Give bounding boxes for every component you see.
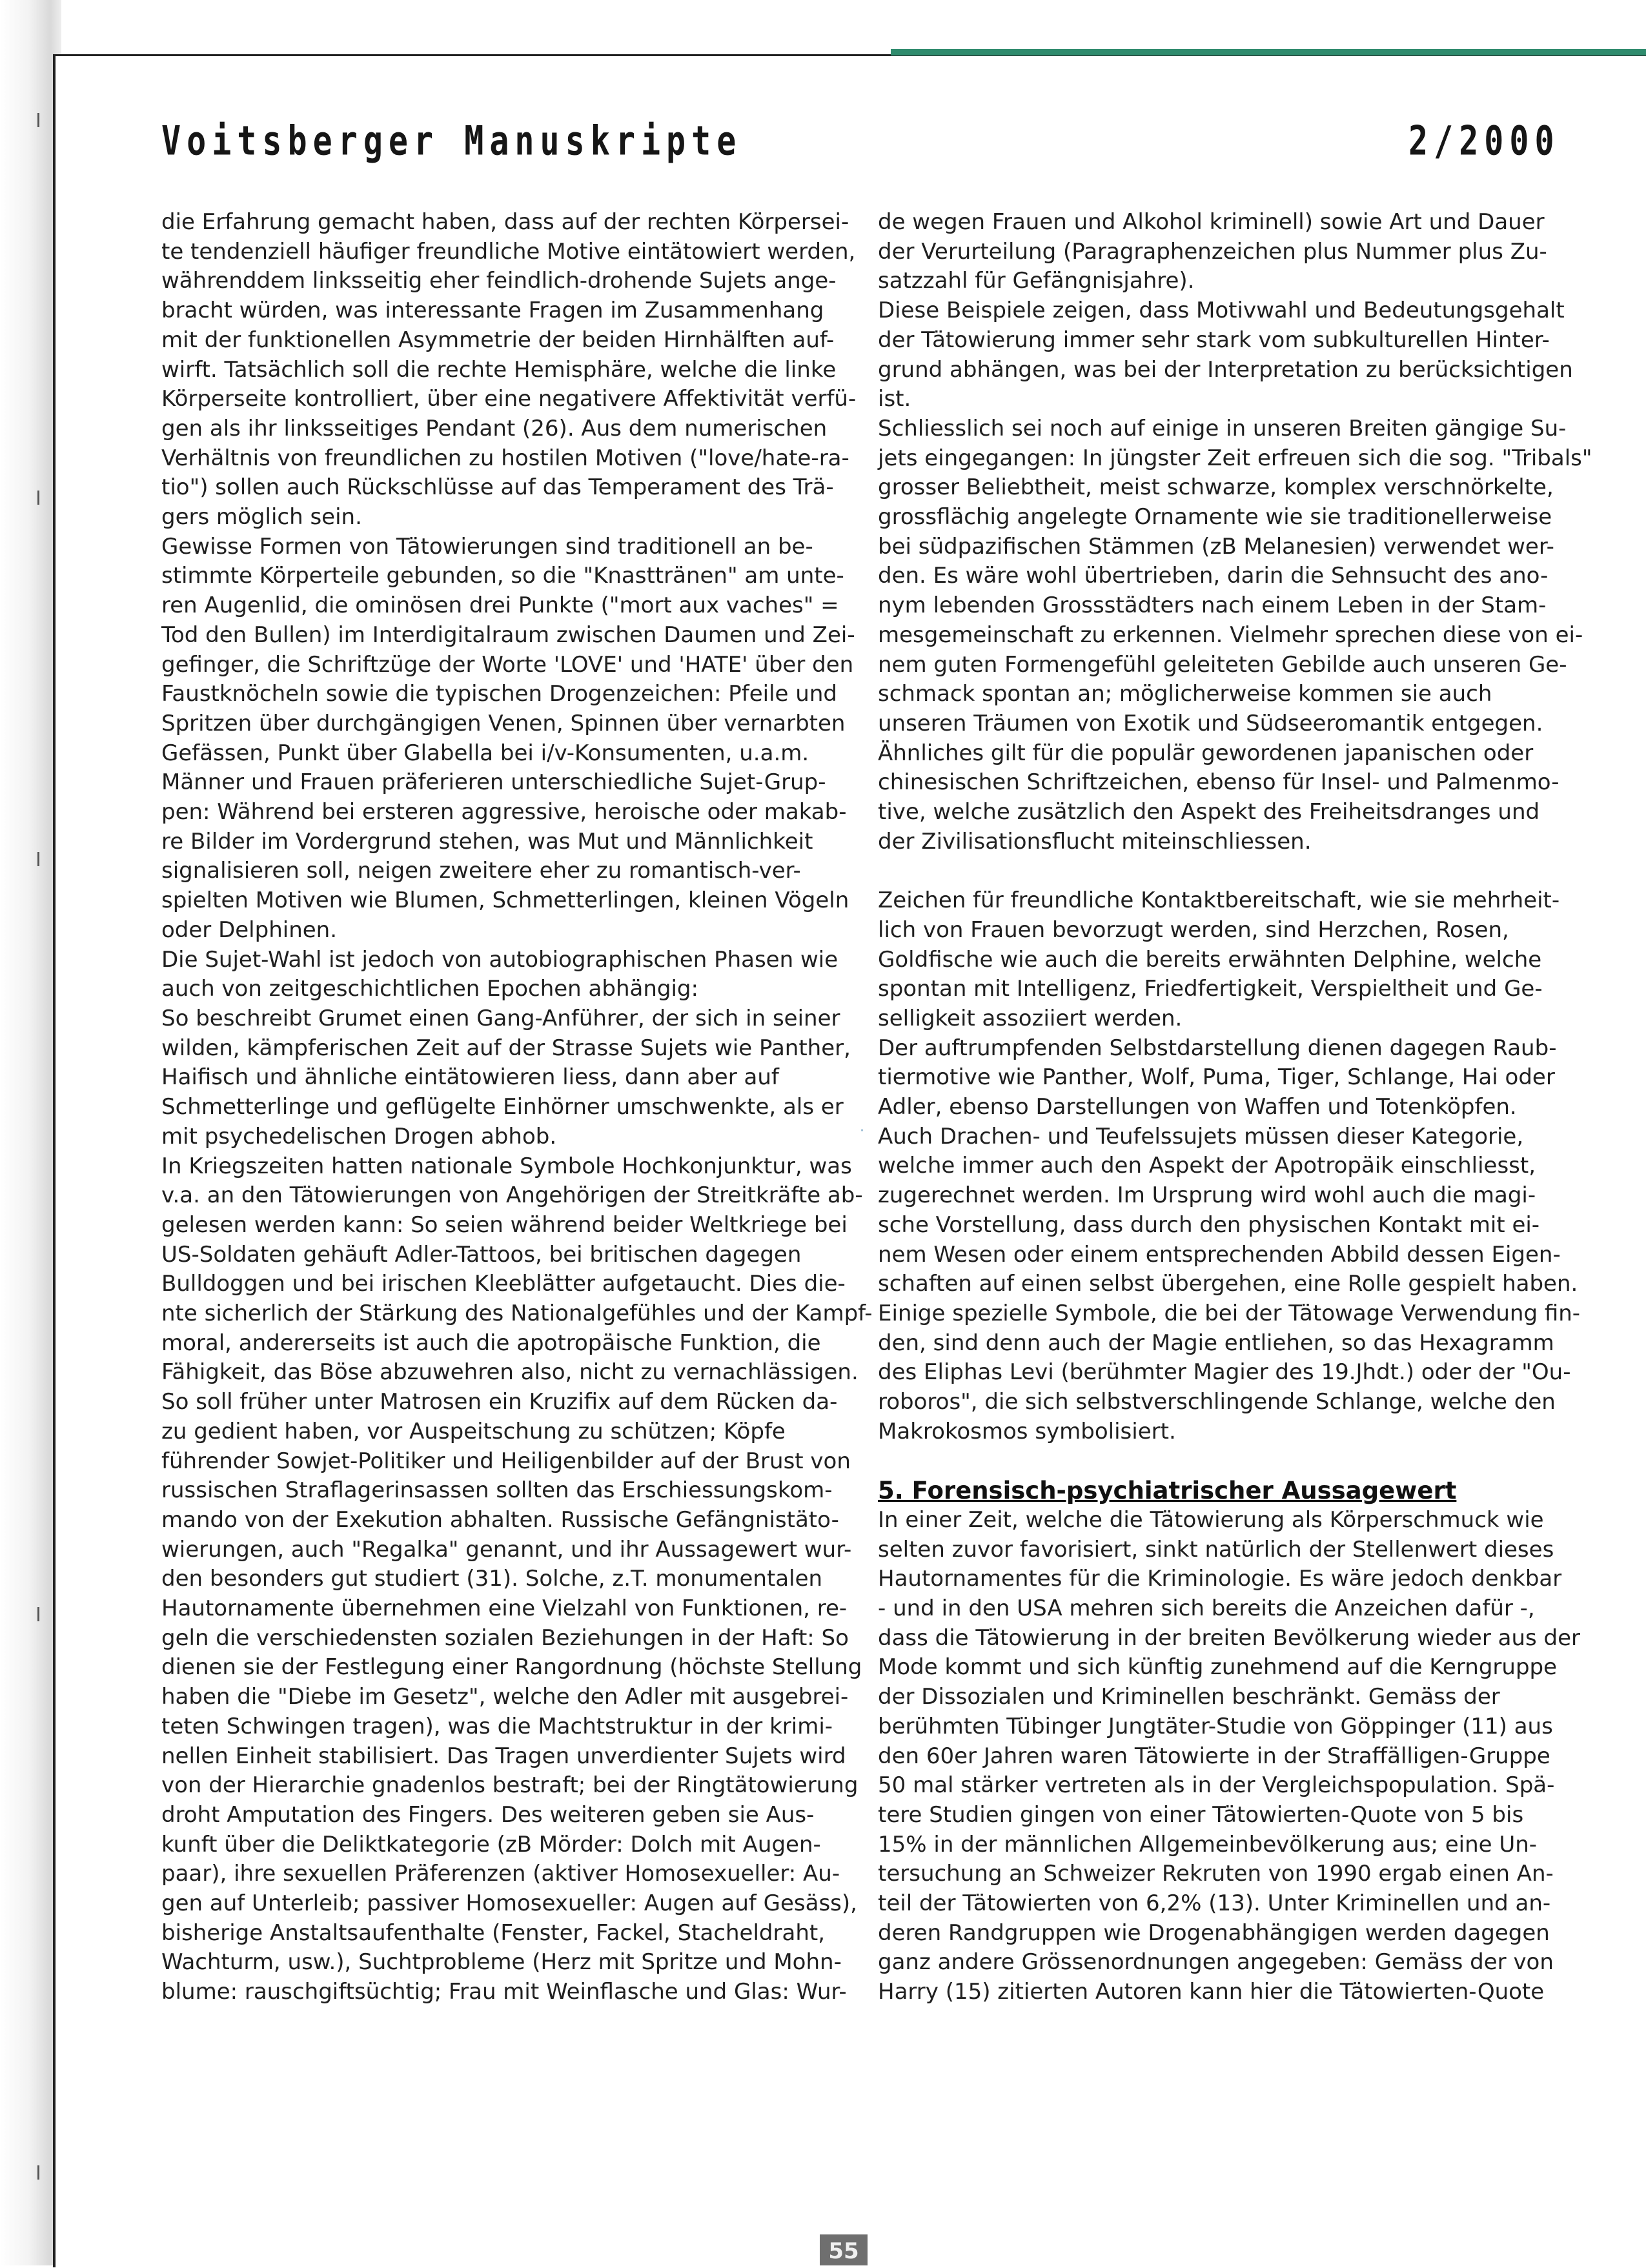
- text-line: nem Wesen oder einem entsprechenden Abbild dessen Eigen-: [878, 1241, 1561, 1268]
- text-line: gers möglich sein.: [161, 504, 362, 531]
- text-line: tio") sollen auch Rückschlüsse auf das Temperament des Trä-: [161, 474, 834, 501]
- text-line: zu gedient haben, vor Auspeitschung zu schützen; Köpfe: [161, 1418, 786, 1444]
- margin-mark: [37, 113, 39, 127]
- text-line: bracht würden, was interessante Fragen im Zusammenhang: [161, 298, 824, 324]
- text-line: wilden, kämpferischen Zeit auf der Strasse Sujets wie Panther,: [161, 1035, 851, 1061]
- text-line: Haifisch und ähnliche eintätowieren liess, dann aber auf: [161, 1064, 779, 1091]
- text-line: Körperseite kontrolliert, über eine negativere Affektivität verfü-: [161, 386, 857, 412]
- text-line: ren Augenlid, die ominösen drei Punkte ("mort aux vaches" =: [161, 592, 839, 619]
- text-line: tere Studien gingen von einer Tätowierten-Quote von 5 bis: [878, 1801, 1524, 1828]
- text-line: unseren Träumen von Exotik und Südseeromantik entgegen.: [878, 710, 1543, 736]
- text-line: Hautornamente übernehmen eine Vielzahl von Funktionen, re-: [161, 1595, 848, 1622]
- text-line: mit psychedelischen Drogen abhob.: [161, 1123, 557, 1149]
- margin-mark: [37, 852, 39, 866]
- text-line: grossflächig angelegte Ornamente wie sie traditionellerweise: [878, 504, 1552, 531]
- text-line: bei südpazifischen Stämmen (zB Melanesien) verwendet wer-: [878, 533, 1554, 560]
- text-line: sche Vorstellung, dass durch den physischen Kontakt mit ei-: [878, 1211, 1540, 1238]
- text-line: Bulldoggen und bei irischen Kleeblätter aufgetaucht. Dies die-: [161, 1271, 846, 1297]
- text-line: selten zuvor favorisiert, sinkt natürlich der Stellenwert dieses: [878, 1536, 1554, 1563]
- text-line: wirft. Tatsächlich soll die rechte Hemisphäre, welche die linke: [161, 356, 837, 383]
- text-line: paar), ihre sexuellen Präferenzen (aktiver Homosexueller: Au-: [161, 1861, 840, 1887]
- right-column-part-1: [878, 208, 1592, 856]
- text-line: Schmetterlinge und geflügelte Einhörner umschwenkte, als er: [161, 1094, 844, 1120]
- scan-speck: ·: [860, 1123, 864, 1139]
- text-line: russischen Straflagerinsassen sollten das Erschiessungskom-: [161, 1477, 833, 1504]
- text-line: Auch Drachen- und Teufelssujets müssen dieser Kategorie,: [878, 1123, 1524, 1149]
- text-line: - und in den USA mehren sich bereits die Anzeichen dafür -,: [878, 1595, 1535, 1622]
- text-line: dienen sie der Festlegung einer Rangordnung (höchste Stellung: [161, 1654, 862, 1681]
- text-line: Zeichen für freundliche Kontaktbereitschaft, wie sie mehrheit-: [878, 887, 1560, 914]
- text-line: führender Sowjet-Politiker und Heiligenbilder auf der Brust von: [161, 1448, 851, 1474]
- text-line: von der Hierarchie gnadenlos bestraft; bei der Ringtätowierung: [161, 1772, 859, 1799]
- text-line: tive, welche zusätzlich den Aspekt des Freiheitsdranges und: [878, 799, 1540, 825]
- text-line: Mode kommt und sich künftig zunehmend auf die Kerngruppe: [878, 1654, 1558, 1681]
- text-line: v.a. an den Tätowierungen von Angehörigen der Streitkräfte ab-: [161, 1182, 863, 1209]
- text-line: Makrokosmos symbolisiert.: [878, 1418, 1176, 1444]
- paragraph-gap: [878, 856, 1533, 886]
- margin-mark: [37, 491, 39, 505]
- text-line: lich von Frauen bevorzugt werden, sind Herzchen, Rosen,: [878, 916, 1509, 943]
- text-line: der Tätowierung immer sehr stark vom subkulturellen Hinter-: [878, 327, 1550, 353]
- text-line: schaften auf einen selbst übergehen, eine Rolle gespielt haben.: [878, 1271, 1578, 1297]
- page-number: 55: [820, 2234, 868, 2265]
- left-column: [161, 208, 873, 2007]
- text-line: berühmten Tübinger Jungtäter-Studie von Göppinger (11) aus: [878, 1713, 1553, 1739]
- text-line: Adler, ebenso Darstellungen von Waffen und Totenköpfen.: [878, 1094, 1517, 1120]
- text-line: grund abhängen, was bei der Interpretation zu berücksichtigen: [878, 356, 1573, 383]
- text-line: nym lebenden Grossstädters nach einem Leben in der Stam-: [878, 592, 1547, 619]
- right-column-part-3: [878, 1506, 1580, 2007]
- text-line: Faustknöcheln sowie die typischen Drogenzeichen: Pfeile und: [161, 681, 837, 707]
- text-line: nem guten Formengefühl geleiteten Gebilde auch unseren Ge-: [878, 651, 1567, 678]
- text-line: Diese Beispiele zeigen, dass Motivwahl und Bedeutungsgehalt: [878, 298, 1565, 324]
- text-line: mit der funktionellen Asymmetrie der beiden Hirnhälften auf-: [161, 327, 835, 353]
- text-line: In Kriegszeiten hatten nationale Symbole Hochkonjunktur, was: [161, 1153, 852, 1179]
- text-line: ist.: [878, 386, 911, 412]
- text-line: Harry (15) zitierten Autoren kann hier die Tätowierten-Quote: [878, 1979, 1545, 2005]
- text-line: spielten Motiven wie Blumen, Schmetterlingen, kleinen Vögeln: [161, 887, 849, 914]
- text-line: moral, andererseits ist auch die apotropäische Funktion, die: [161, 1330, 821, 1356]
- text-line: dass die Tätowierung in der breiten Bevölkerung wieder aus der: [878, 1625, 1580, 1651]
- text-line: schmack spontan an; möglicherweise kommen sie auch: [878, 681, 1492, 707]
- text-line: selligkeit assoziiert werden.: [878, 1005, 1183, 1031]
- text-line: den, sind denn auch der Magie entliehen, so das Hexagramm: [878, 1330, 1554, 1356]
- text-line: roboros", die sich selbstverschlingende Schlange, welche den: [878, 1389, 1556, 1415]
- text-line: 15% in der männlichen Allgemeinbevölkerung aus; eine Un-: [878, 1831, 1538, 1858]
- text-line: Goldfische wie auch die bereits erwähnten Delphine, welche: [878, 946, 1542, 973]
- text-line: oder Delphinen.: [161, 916, 338, 943]
- margin-mark: [37, 2165, 39, 2180]
- text-line: gen auf Unterleib; passiver Homosexueller: Augen auf Gesäss),: [161, 1890, 857, 1917]
- text-line: gen als ihr linksseitiges Pendant (26). Aus dem numerischen: [161, 415, 828, 441]
- text-line: nellen Einheit stabilisiert. Das Tragen unverdienter Sujets wird: [161, 1743, 846, 1769]
- text-line: teten Schwingen tragen), was die Machtstruktur in der krimi-: [161, 1713, 833, 1739]
- text-line: tiermotive wie Panther, Wolf, Puma, Tiger, Schlange, Hai oder: [878, 1064, 1555, 1091]
- text-line: Die Sujet-Wahl ist jedoch von autobiographischen Phasen wie: [161, 946, 838, 973]
- text-line: gefinger, die Schriftzüge der Worte 'LOVE' und 'HATE' über den: [161, 651, 854, 678]
- text-line: Spritzen über durchgängigen Venen, Spinnen über vernarbten: [161, 710, 846, 736]
- right-column: [878, 208, 1592, 2007]
- text-line: Gewisse Formen von Tätowierungen sind traditionell an be-: [161, 533, 813, 560]
- text-line: teil der Tätowierten von 6,2% (13). Unter Kriminellen und an-: [878, 1890, 1551, 1917]
- text-line: währenddem linksseitig eher feindlich-drohende Sujets ange-: [161, 268, 837, 294]
- text-line: Wachturm, usw.), Suchtprobleme (Herz mit Spritze und Mohn-: [161, 1949, 842, 1976]
- text-line: chinesischen Schriftzeichen, ebenso für Insel- und Palmenmo-: [878, 769, 1560, 796]
- text-line: auch von zeitgeschichtlichen Epochen abhängig:: [161, 976, 698, 1002]
- text-line: Ähnliches gilt für die populär gewordenen japanischen oder: [878, 740, 1534, 766]
- text-line: Fähigkeit, das Böse abzuwehren also, nicht zu vernachlässigen.: [161, 1359, 859, 1386]
- text-line: nte sicherlich der Stärkung des Nationalgefühles und der Kampf-: [161, 1301, 873, 1327]
- next-page-edge: [891, 49, 1646, 56]
- text-line: die Erfahrung gemacht haben, dass auf der rechten Körpersei-: [161, 209, 849, 235]
- text-line: In einer Zeit, welche die Tätowierung als Körperschmuck wie: [878, 1506, 1544, 1533]
- section-heading: 5. Forensisch-psychiatrischer Aussagewert: [878, 1477, 1457, 1505]
- text-line: der Zivilisationsflucht miteinschliessen.: [878, 828, 1312, 855]
- text-line: pen: Während bei ersteren aggressive, heroische oder makab-: [161, 799, 847, 825]
- text-line: der Dissozialen und Kriminellen beschränkt. Gemäss der: [878, 1684, 1500, 1710]
- text-line: den besonders gut studiert (31). Solche, z.T. monumentalen: [161, 1566, 823, 1592]
- text-line: haben die "Diebe im Gesetz", welche den Adler mit ausgebrei-: [161, 1684, 849, 1710]
- scan-shadow: [0, 0, 61, 2265]
- text-line: jets eingegangen: In jüngster Zeit erfreuen sich die sog. "Tribals": [878, 445, 1592, 471]
- text-line: satzzahl für Gefängnisjahre).: [878, 268, 1195, 294]
- text-line: Gefässen, Punkt über Glabella bei i/v-Konsumenten, u.a.m.: [161, 740, 809, 766]
- text-line: tersuchung an Schweizer Rekruten von 1990 ergab einen An-: [878, 1861, 1554, 1887]
- text-line: 50 mal stärker vertreten als in der Vergleichspopulation. Spä-: [878, 1772, 1555, 1799]
- text-line: kunft über die Deliktkategorie (zB Mörder: Dolch mit Augen-: [161, 1831, 821, 1858]
- text-line: re Bilder im Vordergrund stehen, was Mut und Männlichkeit: [161, 828, 813, 855]
- right-column-part-2: [878, 886, 1581, 1446]
- text-line: Männer und Frauen präferieren unterschiedliche Sujet-Grup-: [161, 769, 826, 796]
- text-line: Verhältnis von freundlichen zu hostilen Motiven ("love/hate-ra-: [161, 445, 849, 471]
- text-line: welche immer auch den Aspekt der Apotropäik einschliesst,: [878, 1153, 1536, 1179]
- text-line: spontan mit Intelligenz, Friedfertigkeit, Verspieltheit und Ge-: [878, 976, 1543, 1002]
- text-line: Einige spezielle Symbole, die bei der Tätowage Verwendung fin-: [878, 1301, 1581, 1326]
- text-line: grosser Beliebtheit, meist schwarze, komplex verschnörkelte,: [878, 474, 1554, 501]
- text-line: geln die verschiedensten sozialen Beziehungen in der Haft: So: [161, 1625, 849, 1651]
- text-line: blume: rauschgiftsüchtig; Frau mit Weinflasche und Glas: Wur-: [161, 1979, 847, 2005]
- text-line: des Eliphas Levi (berühmter Magier des 19.Jhdt.) oder der "Ou-: [878, 1359, 1571, 1386]
- text-line: Der auftrumpfenden Selbstdarstellung dienen dagegen Raub-: [878, 1035, 1557, 1061]
- text-line: te tendenziell häufiger freundliche Motive eintätowiert werden,: [161, 238, 856, 265]
- text-line: signalisieren soll, neigen zweitere eher zu romantisch-ver-: [161, 858, 801, 884]
- text-line: US-Soldaten gehäuft Adler-Tattoos, bei britischen dagegen: [161, 1241, 802, 1268]
- margin-mark: [37, 1607, 39, 1621]
- text-line: bisherige Anstaltsaufenthalte (Fenster, Fackel, Stacheldraht,: [161, 1919, 826, 1946]
- text-line: So beschreibt Grumet einen Gang-Anführer, der sich in seiner: [161, 1005, 840, 1031]
- text-line: den 60er Jahren waren Tätowierte in der Straffälligen-Gruppe: [878, 1743, 1550, 1769]
- text-line: de wegen Frauen und Alkohol kriminell) sowie Art und Dauer: [878, 209, 1545, 235]
- text-line: ganz andere Grössenordnungen angegeben: Gemäss der von: [878, 1949, 1554, 1976]
- issue-number: 2/2000: [1408, 117, 1560, 165]
- text-line: mando von der Exekution abhalten. Russische Gefängnistäto-: [161, 1506, 839, 1533]
- text-line: So soll früher unter Matrosen ein Kruzifix auf dem Rücken da-: [161, 1389, 838, 1415]
- text-line: zugerechnet werden. Im Ursprung wird wohl auch die magi-: [878, 1182, 1536, 1209]
- text-line: Hautornamentes für die Kriminologie. Es wäre jedoch denkbar: [878, 1566, 1562, 1592]
- text-line: der Verurteilung (Paragraphenzeichen plus Nummer plus Zu-: [878, 238, 1547, 265]
- paragraph-gap: [878, 1447, 1533, 1477]
- text-line: wierungen, auch "Regalka" genannt, und ihr Aussagewert wur-: [161, 1536, 852, 1563]
- journal-title: Voitsberger Manuskripte: [161, 117, 742, 165]
- text-line: droht Amputation des Fingers. Des weiteren geben sie Aus-: [161, 1801, 815, 1828]
- text-line: Tod den Bullen) im Interdigitalraum zwischen Daumen und Zei-: [161, 622, 855, 648]
- text-line: stimmte Körperteile gebunden, so die "Knasttränen" am unte-: [161, 563, 844, 589]
- text-line: den. Es wäre wohl übertrieben, darin die Sehnsucht des ano-: [878, 563, 1549, 589]
- text-line: Schliesslich sei noch auf einige in unseren Breiten gängige Su-: [878, 415, 1567, 441]
- text-line: gelesen werden kann: So seien während beider Weltkriege bei: [161, 1211, 848, 1238]
- text-line: deren Randgruppen wie Drogenabhängigen werden dagegen: [878, 1919, 1550, 1946]
- text-line: mesgemeinschaft zu erkennen. Vielmehr sprechen diese von ei-: [878, 622, 1583, 648]
